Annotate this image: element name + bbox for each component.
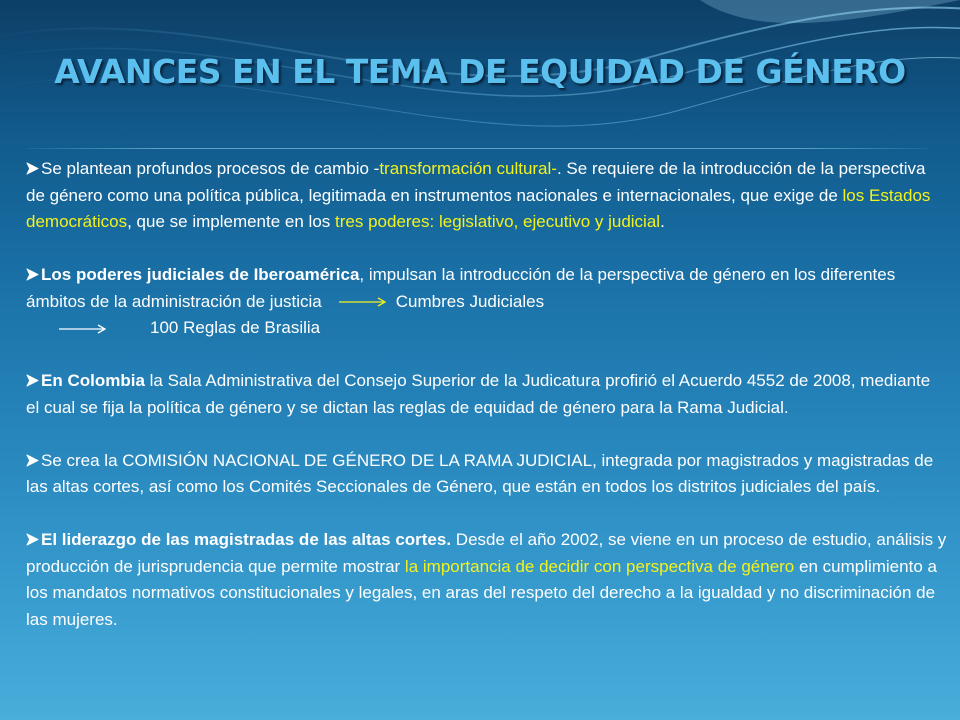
p2-text-reglas: 100 Reglas de Brasilia [150, 318, 321, 337]
arrow-bullet-icon [26, 533, 39, 546]
paragraph-cambio-cultural [26, 156, 948, 236]
p5-text-4: en cumplimiento a los mandatos normativos constitucionales y legales, en aras del respeto del derecho a la igualdad y no discriminación de las mujeres. [26, 556, 937, 629]
right-arrow-icon [338, 296, 388, 308]
p1-highlight-estados: los Estados democráticos [26, 185, 931, 231]
p3-text-2: la Sala Administrativa del Consejo Superior de la Judicatura profirió el Acuerdo 4552 de 2008, mediante el cual se fija la política de género y se dictan las reglas de equidad de género para la Rama Judicial. [26, 371, 931, 417]
p1-text-1: Se plantean profundos procesos de cambio - [41, 159, 380, 178]
paragraph-colombia [26, 368, 948, 421]
p1-highlight-transformacion: transformación cultural- [379, 159, 557, 178]
arrow-bullet-icon [26, 374, 39, 387]
p2-text-cumbres: Cumbres Judiciales [395, 291, 545, 311]
p1-text-5: , que se implemente en los [127, 212, 336, 231]
p1-text-7: . [660, 212, 665, 231]
p1-highlight-tres-poderes: tres poderes: legislativo, ejecutivo y judicial [335, 212, 661, 231]
title-divider [28, 148, 928, 149]
paragraph-iberoamerica [26, 262, 948, 342]
p4-text-1: Se crea la COMISIÓN NACIONAL DE GÉNERO DE LA RAMA JUDICIAL, integrada por magistrados y magistradas de las altas cortes, así como los Comités Seccionales de Género, que están en todos los distritos judiciales del país. [26, 450, 934, 496]
slide-body [26, 156, 948, 660]
paragraph-comision [26, 448, 948, 501]
paragraph-liderazgo [26, 527, 948, 633]
p2-bold-iberoamerica: Los poderes judiciales de Iberoamérica [41, 265, 360, 284]
p2-text-2: , impulsan la introducción de la perspectiva de género en los diferentes ámbitos de la administración de justicia [26, 265, 896, 311]
p3-bold-colombia: En Colombia [41, 371, 145, 390]
arrow-bullet-icon [26, 268, 39, 281]
arrow-bullet-icon [26, 162, 39, 175]
p1-text-3: . Se requiere de la introducción de la perspectiva de género como una política pública, legitimada en instrumentos nacionales e internacionales, que exige de [26, 159, 926, 205]
slide-title: AVANCES EN EL TEMA DE EQUIDAD DE GÉNERO [54, 52, 906, 91]
right-arrow-icon [58, 323, 108, 335]
p5-bold-liderazgo: El liderazgo de las magistradas de las altas cortes. [41, 530, 452, 549]
p5-text-2: Desde el año 2002, se viene en un proceso de estudio, análisis y producción de jurisprudencia que permite mostrar [26, 530, 947, 576]
arrow-bullet-icon [26, 454, 39, 467]
p5-highlight-importancia: la importancia de decidir con perspectiva de género [404, 556, 795, 576]
